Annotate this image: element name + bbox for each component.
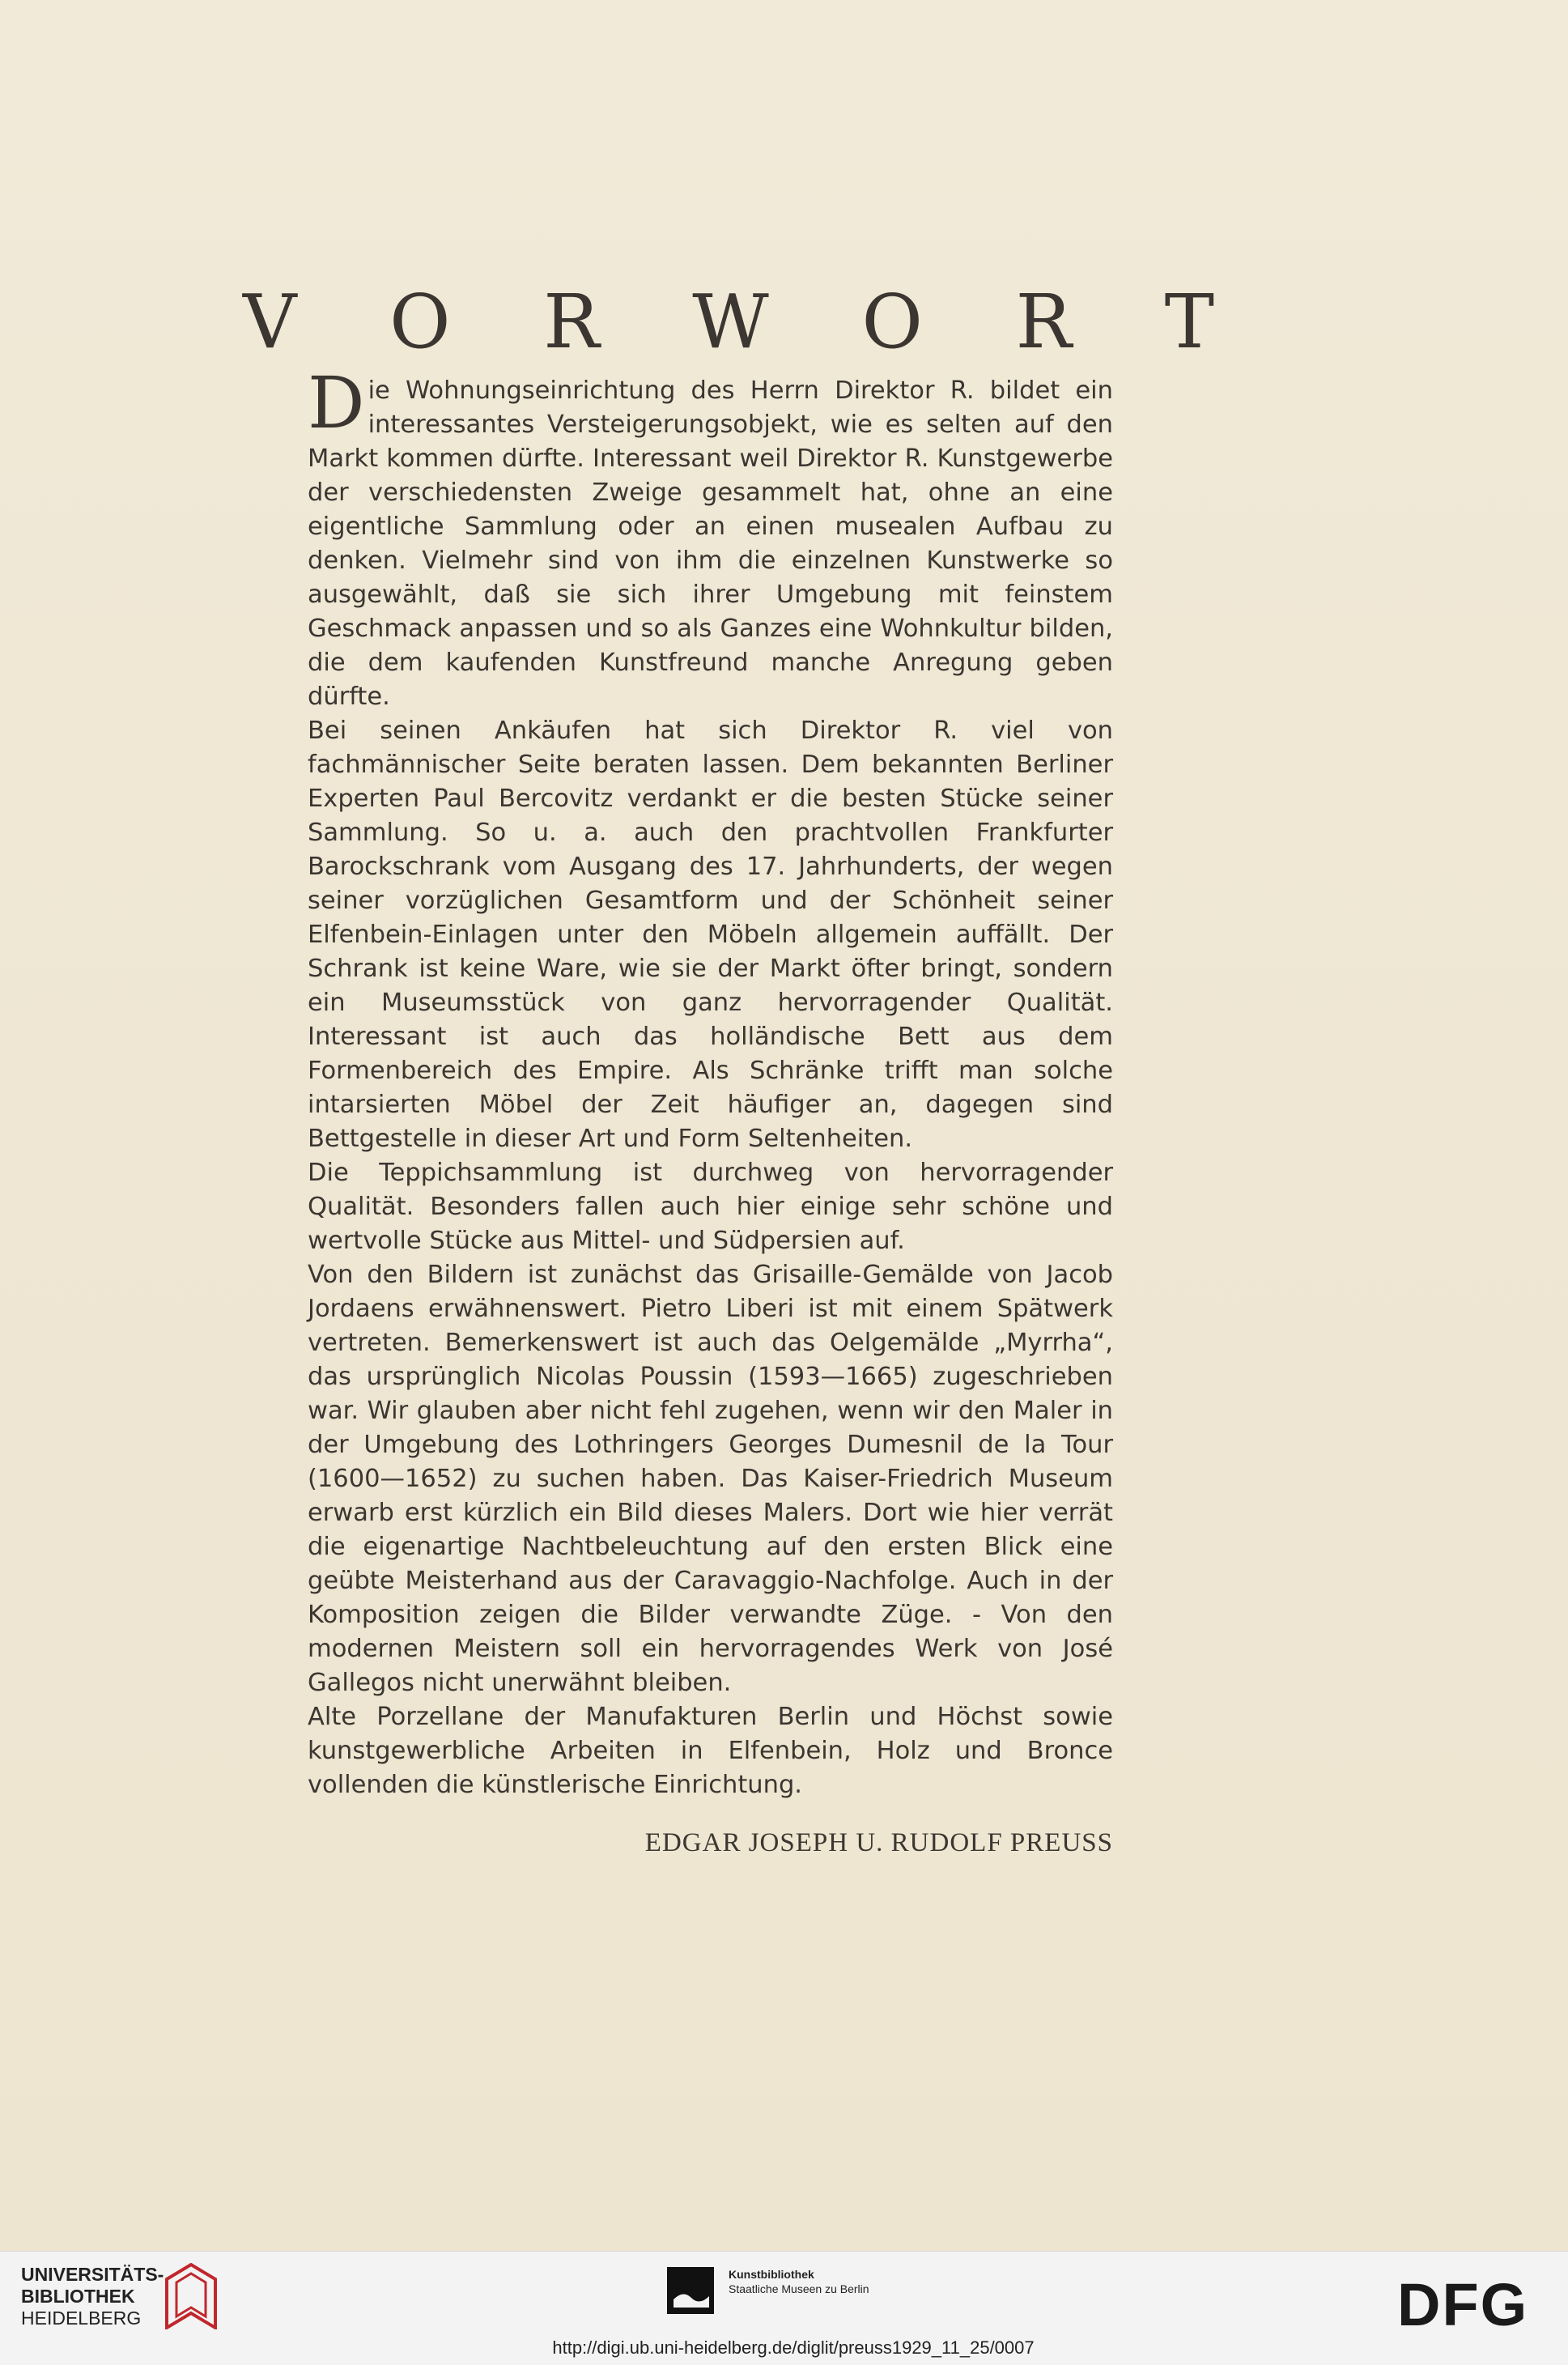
paragraph-4: Von den Bildern ist zunächst das Grisaille-Gemälde von Jacob Jordaens erwähnenswert. Pietro Liberi ist mit einem Spätwerk vertreten. Bemerkenswert ist auch das Oelgemälde „Myrrha“, das ursprünglich Nicolas Poussin (1593—1665) zugeschrieben war. Wir glauben aber nicht fehl zugehen, wenn wir den Maler in der Umgebung des Lothringers Georges Dumesnil de la Tour (1600—1652) zu suchen haben. Das Kaiser-Friedrich Museum erwarb erst kürzlich ein Bild dieses Malers. Dort wie hier verrät die eigenartige Nachtbeleuchtung auf den ersten Blick eine geübte Meisterhand aus der Caravaggio-Nachfolge. Auch in der Komposition zeigen die Bilder verwandte Züge. - Von den modernen Meistern soll ein hervorragendes Werk von José Gallegos nicht unerwähnt bleiben.: [308, 1261, 1113, 1697]
title-letter: W: [692, 278, 769, 365]
title-letter: O: [389, 278, 451, 365]
paragraph-1: [308, 361, 1113, 714]
paragraph-5: Alte Porzellane der Manufakturen Berlin und Höchst sowie kunstgewerbliche Arbeiten in Elfenbein, Holz und Bronce vollenden die künstlerische Einrichtung.: [308, 1703, 1113, 1799]
ub-heidelberg-logo[interactable]: [21, 2264, 164, 2329]
paragraph-2: Bei seinen Ankäufen hat sich Direktor R. viel von fachmännischer Seite beraten lassen. Dem bekannten Berliner Experten Paul Bercovitz verdankt er die besten Stücke seiner Sammlung. So u. a. auch den prachtvollen Frankfurter Barockschrank vom Ausgang des 17. Jahrhunderts, der wegen seiner vorzüglichen Gesamtform und der Schönheit seiner Elfenbein-Einlagen unter den Möbeln allgemein auffällt. Der Schrank ist keine Ware, wie sie der Markt öfter bringt, sondern ein Museumsstück von ganz hervorragender Qualität. Interessant ist auch das holländische Bett aus dem Formenbereich des Empire. Als Schränke trifft man solche intarsierten Möbel der Zeit häufiger an, dagegen sind Bettgestelle in dieser Art und Form Seltenheiten.: [308, 717, 1113, 1153]
title-letter: R: [1015, 278, 1072, 365]
title-letter: T: [1164, 278, 1214, 365]
paragraph-text: ie Wohnungseinrichtung des Herrn Direktor R. bildet ein interessantes Versteigerungsobjekt, wie es selten auf den Markt kommen dürfte. Interessant weil Direktor R. Kunstgewerbe der verschiedensten Zweige gesammelt hat, ohne an eine eigentliche Sammlung oder an einen musealen Aufbau zu denken. Vielmehr sind von ihm die einzelnen Kunstwerke so ausgewählt, daß sie sich ihrer Umgebung mit feinstem Geschmack anpassen und so als Ganzes eine Wohnkultur bilden, die dem kaufenden Kunstfreund manche Anregung geben dürfte.: [308, 376, 1113, 711]
source-url[interactable]: http://digi.ub.uni-heidelberg.de/diglit/preuss1929_11_25/0007: [552, 2337, 1035, 2358]
author-signature: EDGAR JOSEPH U. RUDOLF PREUSS: [644, 1828, 1113, 1857]
kunstbibliothek-label[interactable]: [729, 2267, 869, 2296]
kb-line: Staatliche Museen zu Berlin: [729, 2282, 869, 2295]
foreword-text: [308, 361, 1113, 1802]
kb-line: Kunstbibliothek: [729, 2268, 814, 2281]
drop-cap: D: [308, 361, 365, 445]
ub-logo-line: BIBLIOTHEK: [21, 2286, 135, 2307]
page-title: [243, 279, 1214, 365]
title-letter: O: [861, 278, 923, 365]
title-letter: V: [243, 278, 297, 365]
kunstbibliothek-logo-icon: [667, 2267, 714, 2314]
paragraph-3: Die Teppichsammlung ist durchweg von hervorragender Qualität. Besonders fallen auch hier einige sehr schöne und wertvolle Stücke aus Mittel- und Südpersien auf.: [308, 1159, 1113, 1255]
dfg-logo[interactable]: DFG: [1397, 2271, 1529, 2338]
title-letter: R: [543, 278, 600, 365]
ub-mark-icon: [159, 2263, 217, 2329]
ub-logo-line: HEIDELBERG: [21, 2308, 142, 2329]
ub-logo-line: UNIVERSITÄTS-: [21, 2264, 164, 2285]
